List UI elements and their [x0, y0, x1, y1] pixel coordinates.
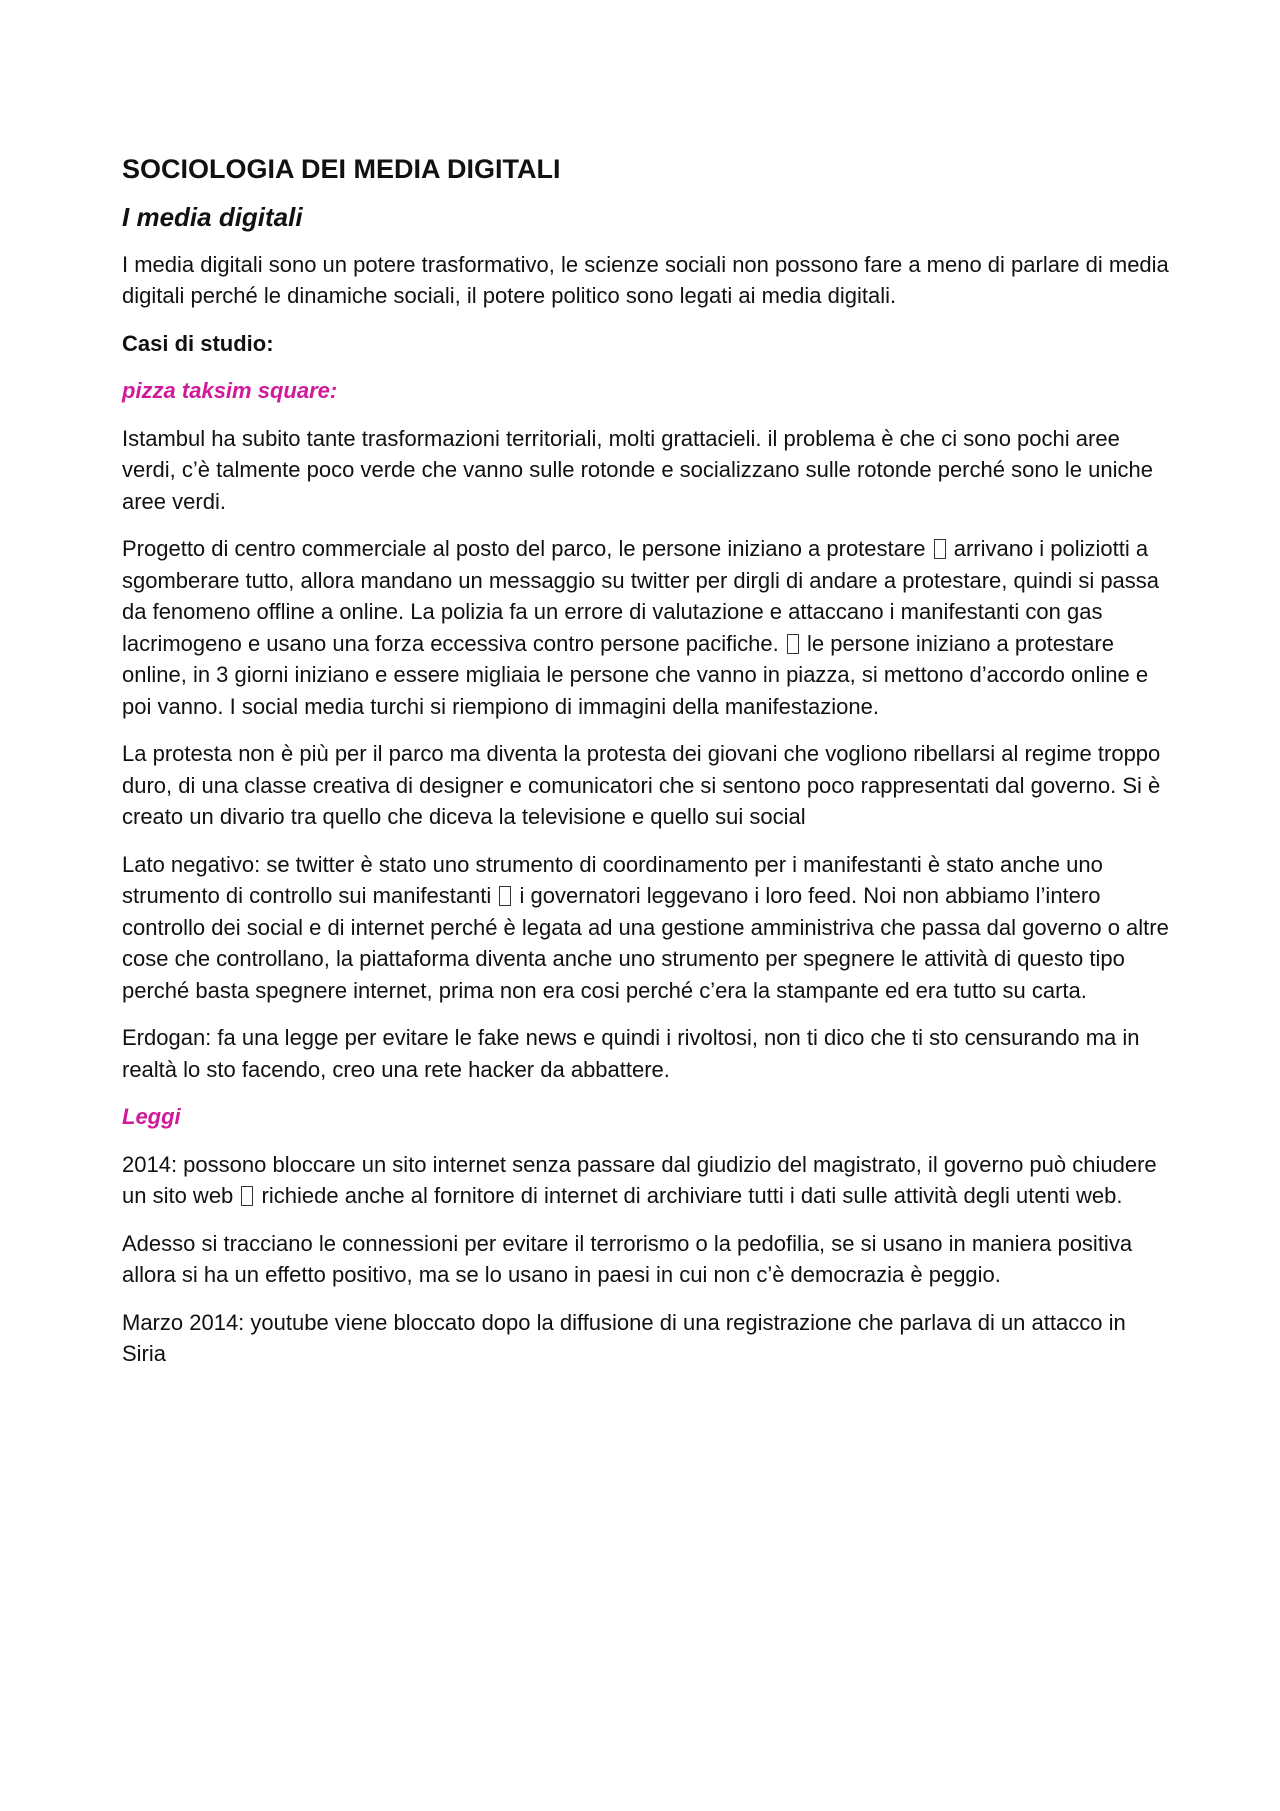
- paragraph-progetto-part-b: arrivano i poliziotti a sgomberare tutto, allora mandano un messaggio su twitter per dirgli di andare a protestare, quindi si passa da fenomeno offline a online. La polizia fa un errore di valutazione e attaccano i manifestanti con gas lacrimogeno e usano una forza eccessiva contro persone pacifiche.: [122, 536, 1160, 656]
- paragraph-progetto: [122, 533, 1172, 722]
- arrow-placeholder-icon: [499, 886, 511, 906]
- section-heading-taksim: pizza taksim square:: [122, 378, 338, 404]
- document-title: SOCIOLOGIA DEI MEDIA DIGITALI: [122, 154, 561, 184]
- paragraph-2014-part-a: 2014: possono bloccare un sito internet senza passare dal giudizio del magistrato, il governo può chiudere un sito web: [122, 1151, 1157, 1209]
- case-studies-label: Casi di studio:: [122, 330, 274, 356]
- paragraph-protesta: La protesta non è più per il parco ma diventa la protesta dei giovani che vogliono ribellarsi al regime troppo duro, di una classe creativa di designer e comunicatori che si sentono poco rappresentati dal governo. Si è creato un divario tra quello che diceva la televisione e quello sui social: [122, 741, 1161, 830]
- paragraph-istambul: Istambul ha subito tante trasformazioni territoriali, molti grattacieli. il problema è che ci sono pochi aree verdi, c’è talmente poco verde che vanno sulle rotonde e socializzano sulle rotonde perché sono le uniche aree verdi.: [122, 425, 1153, 514]
- paragraph-lato-negativo-part-a: Lato negativo: se twitter è stato uno strumento di coordinamento per i manifestanti è stato anche uno strumento di controllo sui manifestanti: [122, 851, 1103, 909]
- paragraph-2014-part-b: richiede anche al fornitore di internet di archiviare tutti i dati sulle attività degli utenti web.: [261, 1183, 1123, 1209]
- paragraph-progetto-part-c: le persone iniziano a protestare online, in 3 giorni iniziano e essere migliaia le persone che vanno in piazza, si mettono d’accordo online e poi vanno. I social media turchi si riempiono di immagini della manifestazione.: [122, 630, 1149, 719]
- paragraph-lato-negativo: [122, 849, 1172, 1007]
- intro-paragraph: I media digitali sono un potere trasformativo, le scienze sociali non possono fare a meno di parlare di media digitali perché le dinamiche sociali, il potere politico sono legati ai media digitali.: [122, 251, 1169, 309]
- paragraph-adesso: Adesso si tracciano le connessioni per evitare il terrorismo o la pedofilia, se si usano in maniera positiva allora si ha un effetto positivo, ma se lo usano in paesi in cui non c’è democrazia è peggio.: [122, 1230, 1133, 1288]
- arrow-placeholder-icon: [934, 539, 946, 559]
- paragraph-erdogan: Erdogan: fa una legge per evitare le fake news e quindi i rivoltosi, non ti dico che ti sto censurando ma in realtà lo sto facendo, creo una rete hacker da abbattere.: [122, 1025, 1140, 1082]
- paragraph-2014: [122, 1149, 1172, 1212]
- arrow-placeholder-icon: [787, 634, 799, 654]
- section-heading-leggi: Leggi: [122, 1104, 181, 1130]
- document-subtitle: I media digitali: [122, 202, 303, 233]
- paragraph-progetto-part-a: Progetto di centro commerciale al posto del parco, le persone iniziano a protestare: [122, 536, 926, 562]
- arrow-placeholder-icon: [241, 1186, 253, 1206]
- document-page: [122, 152, 1172, 1386]
- paragraph-marzo-2014: Marzo 2014: youtube viene bloccato dopo la diffusione di una registrazione che parlava di un attacco in Siria: [122, 1309, 1126, 1367]
- paragraph-lato-negativo-part-b: i governatori leggevano i loro feed. Noi non abbiamo l’intero controllo dei social e di internet perché è legata ad una gestione amministriva che passa dal governo o altre cose che controllano, la piattaforma diventa anche uno strumento per spegnere le attività di questo tipo perché basta spegnere internet, prima non era cosi perché c’era la stampante ed era tutto su carta.: [122, 883, 1169, 1003]
